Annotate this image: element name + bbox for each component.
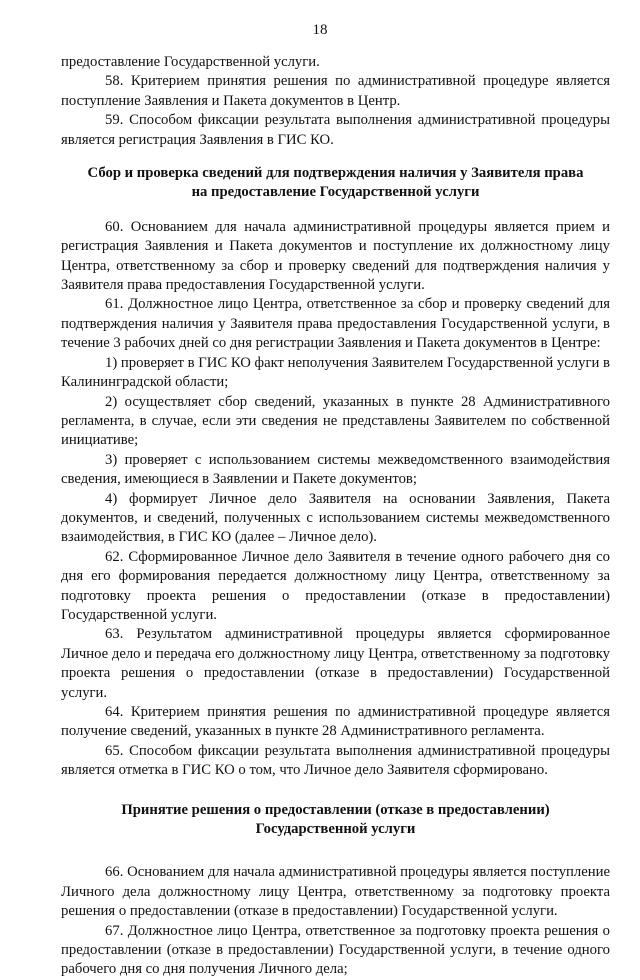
paragraph-63: 63. Результатом административной процедуры является сформированное Личное дело и передача его должностному лицу Центра, ответственному за подготовку проекта решения о предоставлении (отказе в предоставлении) Государственной услуги. [61,626,610,701]
paragraph-65: 65. Способом фиксации результата выполнения административной процедуры является отметка в ГИС КО о том, что Личное дело Заявителя сформировано. [61,742,610,779]
section-heading-collection [61,164,610,203]
paragraph-continuation: предоставление Государственной услуги. [61,54,320,70]
paragraph-60: 60. Основанием для начала административной процедуры является прием и регистрация Заявления и Пакета документов и поступление их должностному лицу Центра, ответственному за сбор и проверку сведений для подтверждения наличия у Заявителя права предоставления Государственной услуги. [61,218,610,294]
paragraph-58: 58. Критерием принятия решения по административной процедуре является поступление Заявления и Пакета документов в Центр. [61,73,610,109]
section-heading-line: Принятие решения о предоставлении (отказе в предоставлении) [121,801,550,818]
paragraph-67: 67. Должностное лицо Центра, ответственное за подготовку проекта решения о предоставлении (отказе в предоставлении) Государственной услуги, в течение одного рабочего дня со дня получения Личного дела; [61,922,610,978]
section-heading-decision [61,801,610,840]
list-item-1: 1) проверяет в ГИС КО факт неполучения Заявителем Государственной услуги в Калининградской области; [61,354,610,391]
section-heading-line: Государственной услуги [255,821,416,838]
paragraph-61: 61. Должностное лицо Центра, ответственное за сбор и проверку сведений для подтверждения наличия у Заявителя права предоставления Государственной услуги, в течение 3 рабочих дней со дня регистрации Заявления и Пакета документов в Центре: [61,296,610,352]
list-item-3: 3) проверяет с использованием системы межведомственного взаимодействия сведения, имеющиеся в Заявлении и Пакете документов; [61,451,610,488]
section-heading-line: на предоставление Государственной услуги [191,184,480,201]
document-body [61,53,610,980]
paragraph-66: 66. Основанием для начала административной процедуры является поступление Личного дела должностному лицу Центра, ответственному за подготовку проекта решения о предоставлении (отказе в предоставлении) Государственной услуги. [61,864,610,920]
list-item-4: 4) формирует Личное дело Заявителя на основании Заявления, Пакета документов, и сведений, полученных с использованием системы межведомственного взаимодействия, в ГИС КО (далее – Личное дело). [61,490,610,546]
list-item-2: 2) осуществляет сбор сведений, указанных в пункте 28 Административного регламента, в случае, если эти сведения не представлены Заявителем по собственной инициативе; [61,393,610,449]
paragraph-64: 64. Критерием принятия решения по административной процедуре является получение сведений, указанных в пункте 28 Административного регламента. [61,704,610,740]
section-heading-line: Сбор и проверка сведений для подтверждения наличия у Заявителя права [87,165,584,182]
page-number: 18 [312,22,328,38]
paragraph-62: 62. Сформированное Личное дело Заявителя в течение одного рабочего дня со дня его формирования передается должностному лицу Центра, ответственному за подготовку проекта решения о предоставлении (отказе в предоставлении) Государственной услуги. [61,548,610,623]
paragraph-59: 59. Способом фиксации результата выполнения административной процедуры является регистрация Заявления в ГИС КО. [61,112,610,148]
